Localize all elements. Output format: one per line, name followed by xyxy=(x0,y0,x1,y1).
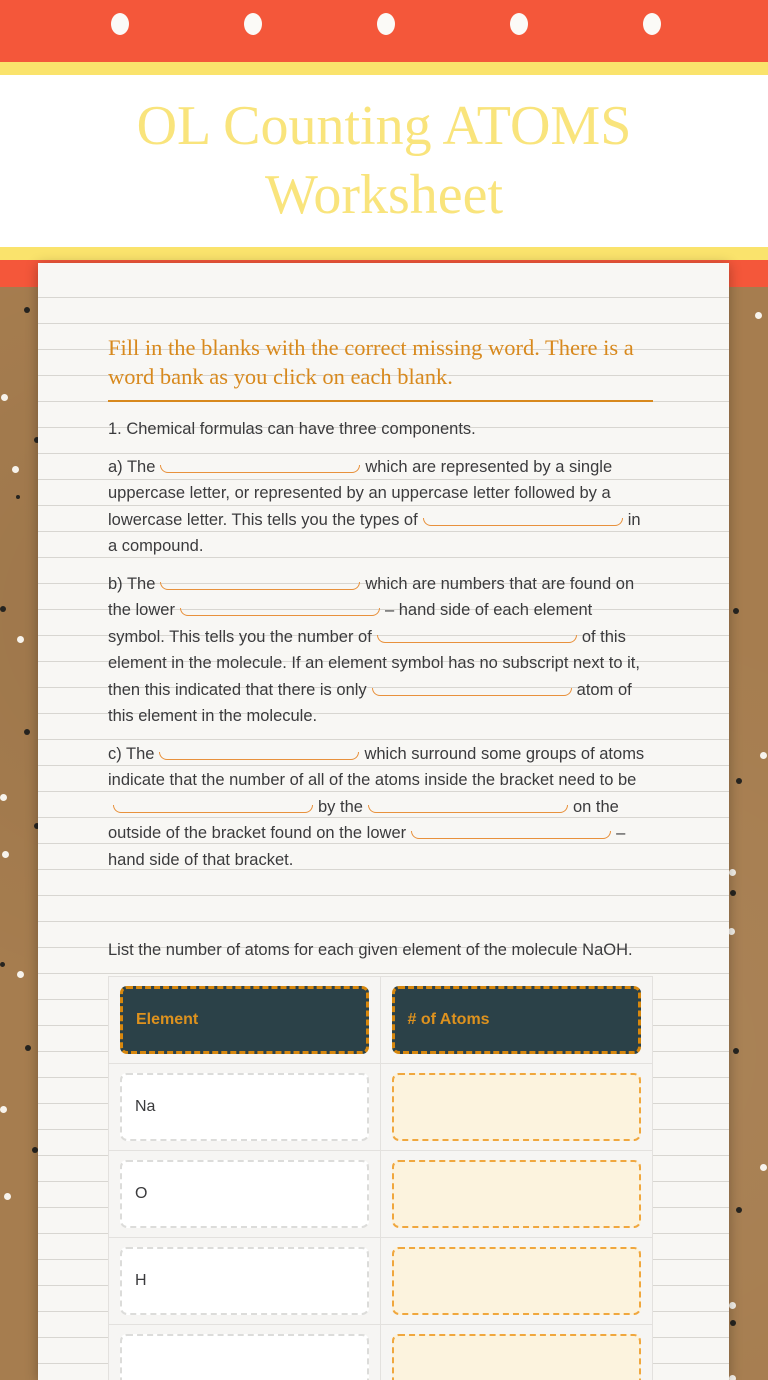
blank-b-2[interactable] xyxy=(180,608,380,616)
decor-dot xyxy=(16,495,20,499)
part-b-text: which are numbers that are found on the lower xyxy=(108,574,635,619)
element-cell xyxy=(109,1064,381,1150)
blank-a-2[interactable] xyxy=(423,518,623,526)
question2-prompt: List the number of atoms for each given element of the molecule NaOH. xyxy=(108,941,633,959)
element-column-header: Element xyxy=(120,986,369,1054)
decor-dot xyxy=(729,869,736,876)
decor-dot xyxy=(730,890,736,896)
decor-dot xyxy=(17,971,24,978)
element-cell xyxy=(109,1238,381,1324)
question1-part-a xyxy=(108,454,653,560)
decor-dot xyxy=(0,962,5,967)
binder-hole-icon xyxy=(510,13,528,35)
table-header-cell xyxy=(381,977,653,1063)
decor-dot xyxy=(730,1320,736,1326)
decor-dot xyxy=(755,312,762,319)
worksheet-content xyxy=(38,263,729,1380)
heading-divider xyxy=(108,400,653,402)
element-label xyxy=(120,1334,369,1380)
atoms-column-header: # of Atoms xyxy=(392,986,642,1054)
blank-c-1[interactable] xyxy=(159,752,359,760)
table-row xyxy=(109,1064,652,1151)
decor-dot xyxy=(736,1207,742,1213)
paper-sheet xyxy=(38,263,729,1380)
element-cell xyxy=(109,1151,381,1237)
decor-dot xyxy=(12,466,19,473)
question1-part-b xyxy=(108,571,653,730)
part-b-text: atom of this element in the molecule. xyxy=(108,680,632,725)
table-header-cell xyxy=(109,977,381,1063)
blank-a-1[interactable] xyxy=(160,465,360,473)
yellow-stripe-top xyxy=(0,62,768,75)
blank-b-3[interactable] xyxy=(377,635,577,643)
decor-dot xyxy=(729,1302,736,1309)
atoms-cell xyxy=(381,1238,653,1324)
decor-dot xyxy=(729,1375,736,1380)
decor-dot xyxy=(728,928,735,935)
part-a-text: in a compound. xyxy=(108,510,641,555)
question1-intro: 1. Chemical formulas can have three components. xyxy=(108,420,476,438)
title-band xyxy=(0,75,768,247)
table-row xyxy=(109,1325,652,1380)
binder-top-bar xyxy=(0,0,768,62)
part-a-text: which are represented by a single uppercase letter, or represented by an uppercase letter followed by a lowercase letter. This tells you the types of xyxy=(108,457,613,529)
blank-c-3[interactable] xyxy=(368,805,568,813)
part-c-text: by the xyxy=(318,797,363,816)
blank-c-4[interactable] xyxy=(411,831,611,839)
decor-dot xyxy=(24,729,30,735)
blank-b-4[interactable] xyxy=(372,688,572,696)
decor-dot xyxy=(4,1193,11,1200)
element-label: O xyxy=(120,1160,369,1228)
binder-hole-icon xyxy=(244,13,262,35)
part-c-text: on the outside of the bracket found on the lower xyxy=(108,797,619,842)
table-header-row xyxy=(109,977,652,1064)
binder-hole-icon xyxy=(643,13,661,35)
atoms-answer-input[interactable] xyxy=(392,1247,642,1315)
part-a-text: a) The xyxy=(108,457,156,476)
atoms-cell xyxy=(381,1325,653,1380)
part-c-text: which surround some groups of atoms indicate that the number of all of the atoms inside the bracket need to be xyxy=(108,744,645,789)
part-b-text: b) The xyxy=(108,574,156,593)
yellow-stripe-bottom xyxy=(0,247,768,260)
decor-dot xyxy=(760,1164,767,1171)
decor-dot xyxy=(733,608,739,614)
decor-dot xyxy=(2,851,9,858)
part-b-text: of this element in the molecule. If an element symbol has no subscript next to it, then this indicated that there is only xyxy=(108,627,640,699)
decor-dot xyxy=(0,606,6,612)
blank-b-1[interactable] xyxy=(160,582,360,590)
decor-dot xyxy=(25,1045,31,1051)
blank-c-2[interactable] xyxy=(113,805,313,813)
atoms-answer-input[interactable] xyxy=(392,1073,642,1141)
element-label: H xyxy=(120,1247,369,1315)
decor-dot xyxy=(760,752,767,759)
table-row xyxy=(109,1151,652,1238)
atoms-cell xyxy=(381,1064,653,1150)
table-row xyxy=(109,1238,652,1325)
page-title: OL Counting ATOMS Worksheet xyxy=(136,95,632,226)
decor-dot xyxy=(17,636,24,643)
atoms-answer-input[interactable] xyxy=(392,1334,642,1380)
binder-hole-icon xyxy=(111,13,129,35)
decor-dot xyxy=(0,794,7,801)
decor-dot xyxy=(24,307,30,313)
part-c-text: – hand side of that bracket. xyxy=(108,824,626,869)
decor-dot xyxy=(0,1106,7,1113)
instructions-heading: Fill in the blanks with the correct missing word. There is a word bank as you click on each blank. xyxy=(108,335,634,389)
atoms-answer-input[interactable] xyxy=(392,1160,642,1228)
binder-hole-icon xyxy=(377,13,395,35)
decor-dot xyxy=(1,394,8,401)
part-c-text: c) The xyxy=(108,744,155,763)
element-label: Na xyxy=(120,1073,369,1141)
decor-dot xyxy=(733,1048,739,1054)
question1-part-c xyxy=(108,741,653,874)
atoms-table xyxy=(108,976,653,1380)
part-b-text: – hand side of each element symbol. This tells you the number of xyxy=(108,601,593,646)
element-cell xyxy=(109,1325,381,1380)
decor-dot xyxy=(736,778,742,784)
atoms-cell xyxy=(381,1151,653,1237)
